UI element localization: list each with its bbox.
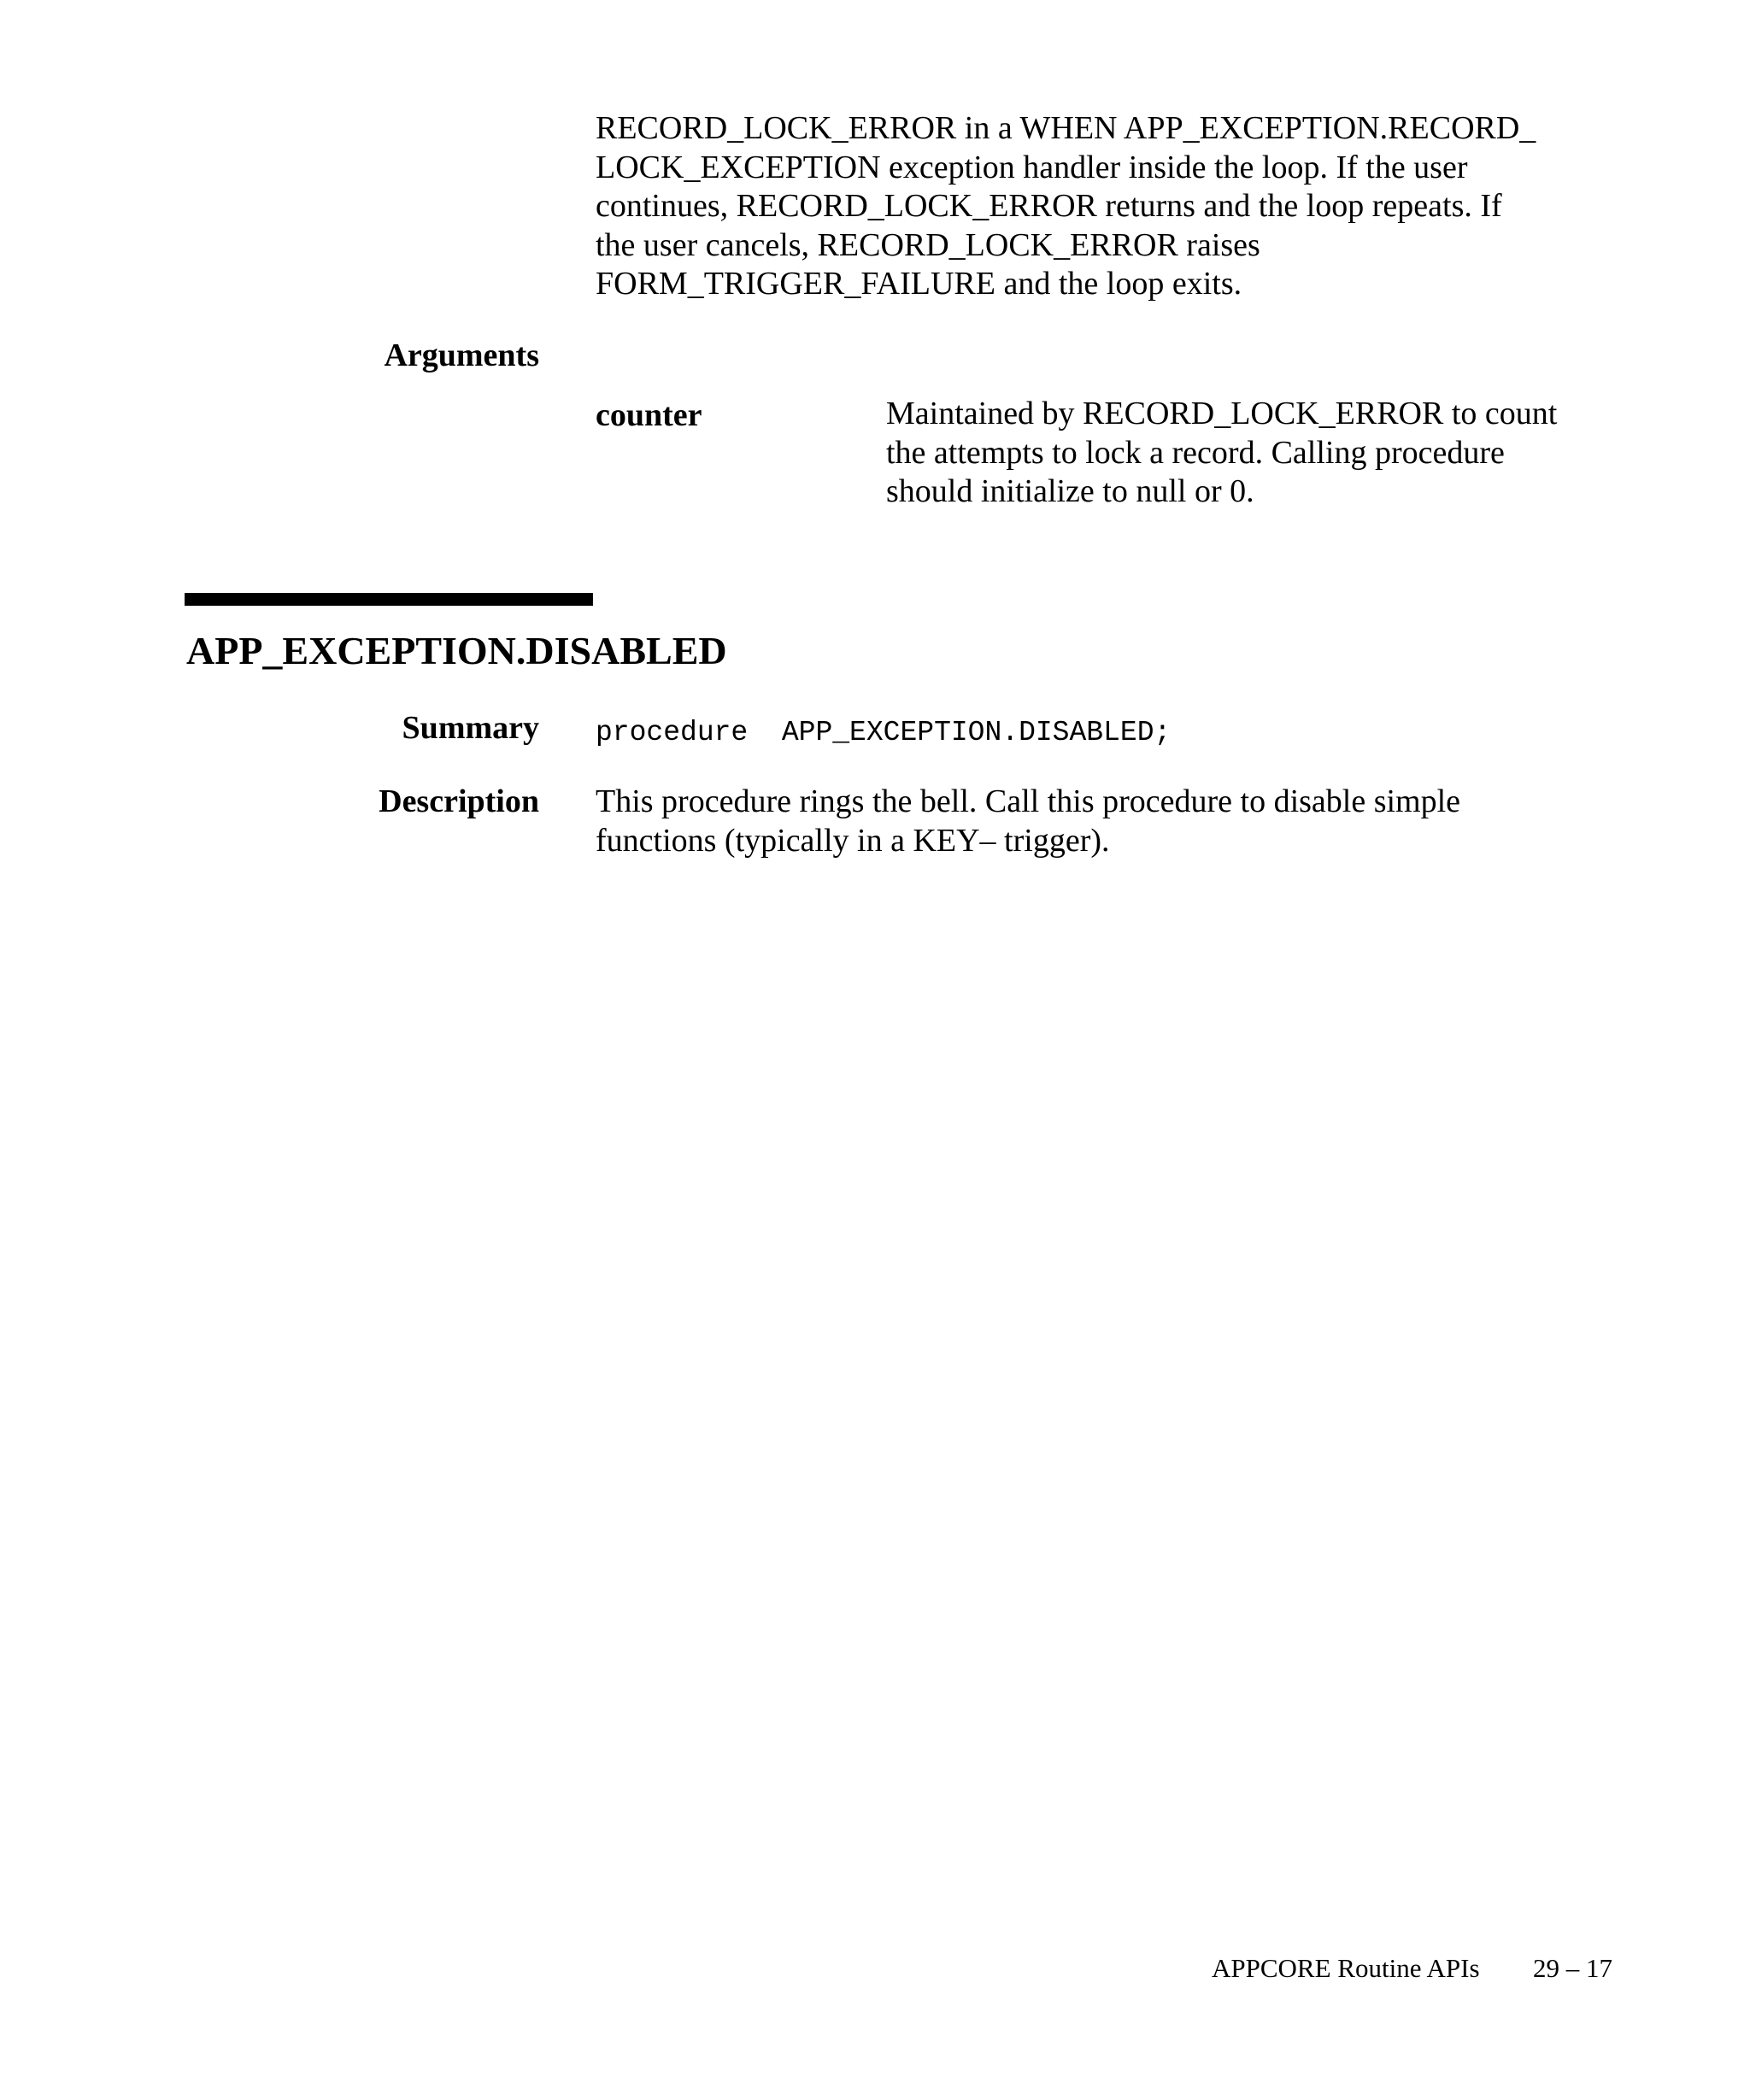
argument-description-counter: Maintained by RECORD_LOCK_ERROR to count the attempts to lock a record. Calling procedure should initialize to null or 0.	[886, 396, 1558, 509]
description-text: This procedure rings the bell. Call this procedure to disable simple functions (typically in a KEY– trigger).	[596, 783, 1461, 859]
arguments-label: Arguments	[384, 337, 539, 373]
footer-chapter-title: APPCORE Routine APIs	[1212, 1953, 1480, 1983]
intro-paragraph: RECORD_LOCK_ERROR in a WHEN APP_EXCEPTION.RECORD_ LOCK_EXCEPTION exception handler inside the loop. If the user continues, RECORD_LOCK_ERROR returns and the loop repeats. If the user cancels, RECORD_LOCK_ERROR raises FORM_TRIGGER_FAILURE and the loop exits.	[596, 110, 1536, 302]
section-heading: APP_EXCEPTION.DISABLED	[186, 629, 727, 672]
argument-name-counter: counter	[596, 397, 702, 433]
summary-label: Summary	[402, 710, 539, 746]
footer-page-number: 29 – 17	[1533, 1953, 1612, 1983]
description-label: Description	[379, 783, 539, 819]
summary-code: procedure APP_EXCEPTION.DISABLED;	[596, 717, 1172, 748]
section-rule	[185, 593, 593, 606]
